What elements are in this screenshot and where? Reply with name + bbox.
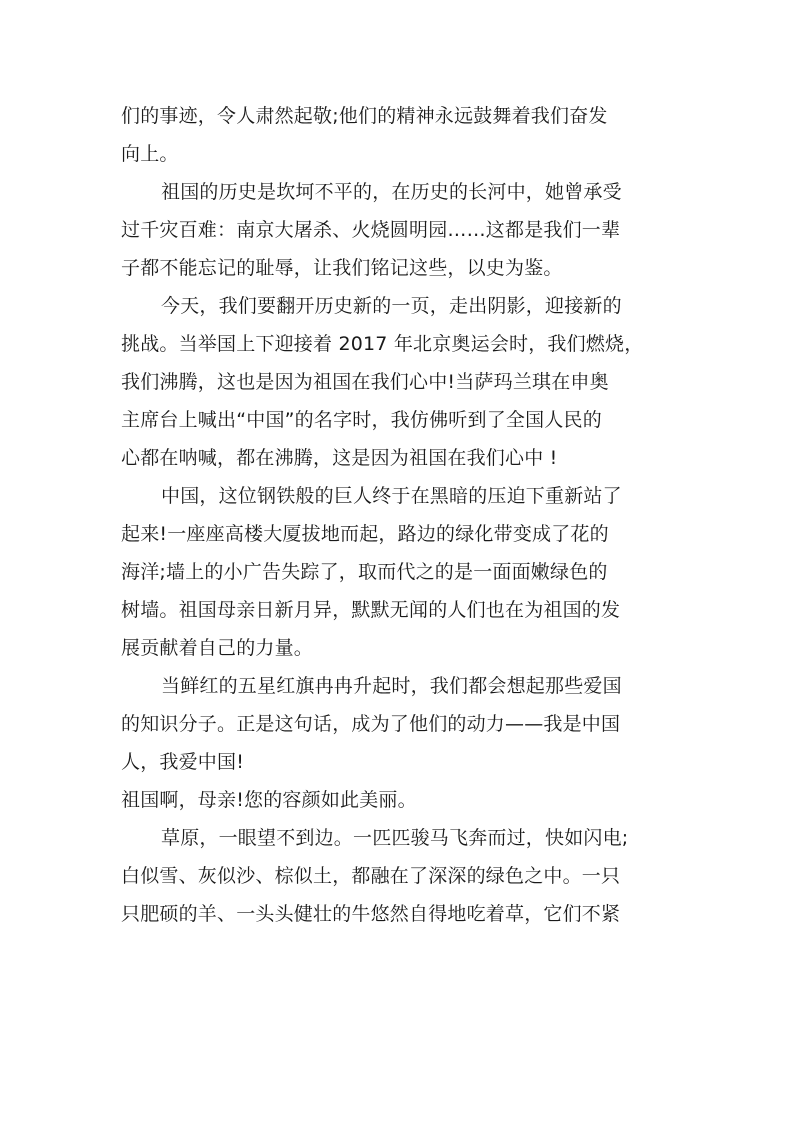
text-line: 心都在呐喊，都在沸腾，这是因为祖国在我们心中 ! (121, 447, 558, 469)
text-line: 们的事迹，令人肃然起敬;他们的精神永远鼓舞着我们奋发 (121, 105, 608, 127)
text-line: 祖国啊，母亲!您的容颜如此美丽。 (121, 789, 417, 811)
text-line: 的知识分子。正是这句话，成为了他们的动力——我是中国 (121, 713, 621, 735)
text-line: 只肥硕的羊、一头头健壮的牛悠然自得地吃着草，它们不紧 (121, 903, 621, 925)
text-line: 白似雪、灰似沙、棕似土，都融在了深深的绿色之中。一只 (121, 865, 621, 887)
text-line: 祖国的历史是坎坷不平的，在历史的长河中，她曾承受 (161, 181, 622, 203)
text-line: 海洋;墙上的小广告失踪了，取而代之的是一面面嫩绿色的 (121, 561, 608, 583)
text-line: 展贡献着自己的力量。 (121, 637, 314, 659)
body-text (121, 97, 677, 933)
text-line: 主席台上喊出“中国”的名字时，我仿佛听到了全国人民的 (121, 409, 602, 431)
text-line: 中国，这位钢铁般的巨人终于在黑暗的压迫下重新站了 (161, 485, 622, 507)
text-line: 草原，一眼望不到边。一匹匹骏马飞奔而过，快如闪电; (161, 827, 629, 849)
text-line: 过千灾百难：南京大屠杀、火烧圆明园……这都是我们一辈 (121, 219, 621, 241)
text-line: 人，我爱中国! (121, 751, 245, 773)
text-line: 向上。 (121, 143, 179, 165)
text-line: 起来!一座座高楼大厦拔地而起，路边的绿化带变成了花的 (121, 523, 609, 545)
text-line: 今天，我们要翻开历史新的一页，走出阴影，迎接新的 (161, 295, 622, 317)
text-line: 我们沸腾，这也是因为祖国在我们心中!当萨玛兰琪在申奥 (121, 371, 609, 393)
text-line: 子都不能忘记的耻辱，让我们铭记这些，以史为鉴。 (121, 257, 563, 279)
text-line: 树墙。祖国母亲日新月异，默默无闻的人们也在为祖国的发 (121, 599, 621, 621)
text-line: 当鲜红的五星红旗冉冉升起时，我们都会想起那些爱国 (161, 675, 622, 697)
text-line: 挑战。当举国上下迎接着 2017 年北京奥运会时，我们燃烧， (121, 333, 644, 355)
